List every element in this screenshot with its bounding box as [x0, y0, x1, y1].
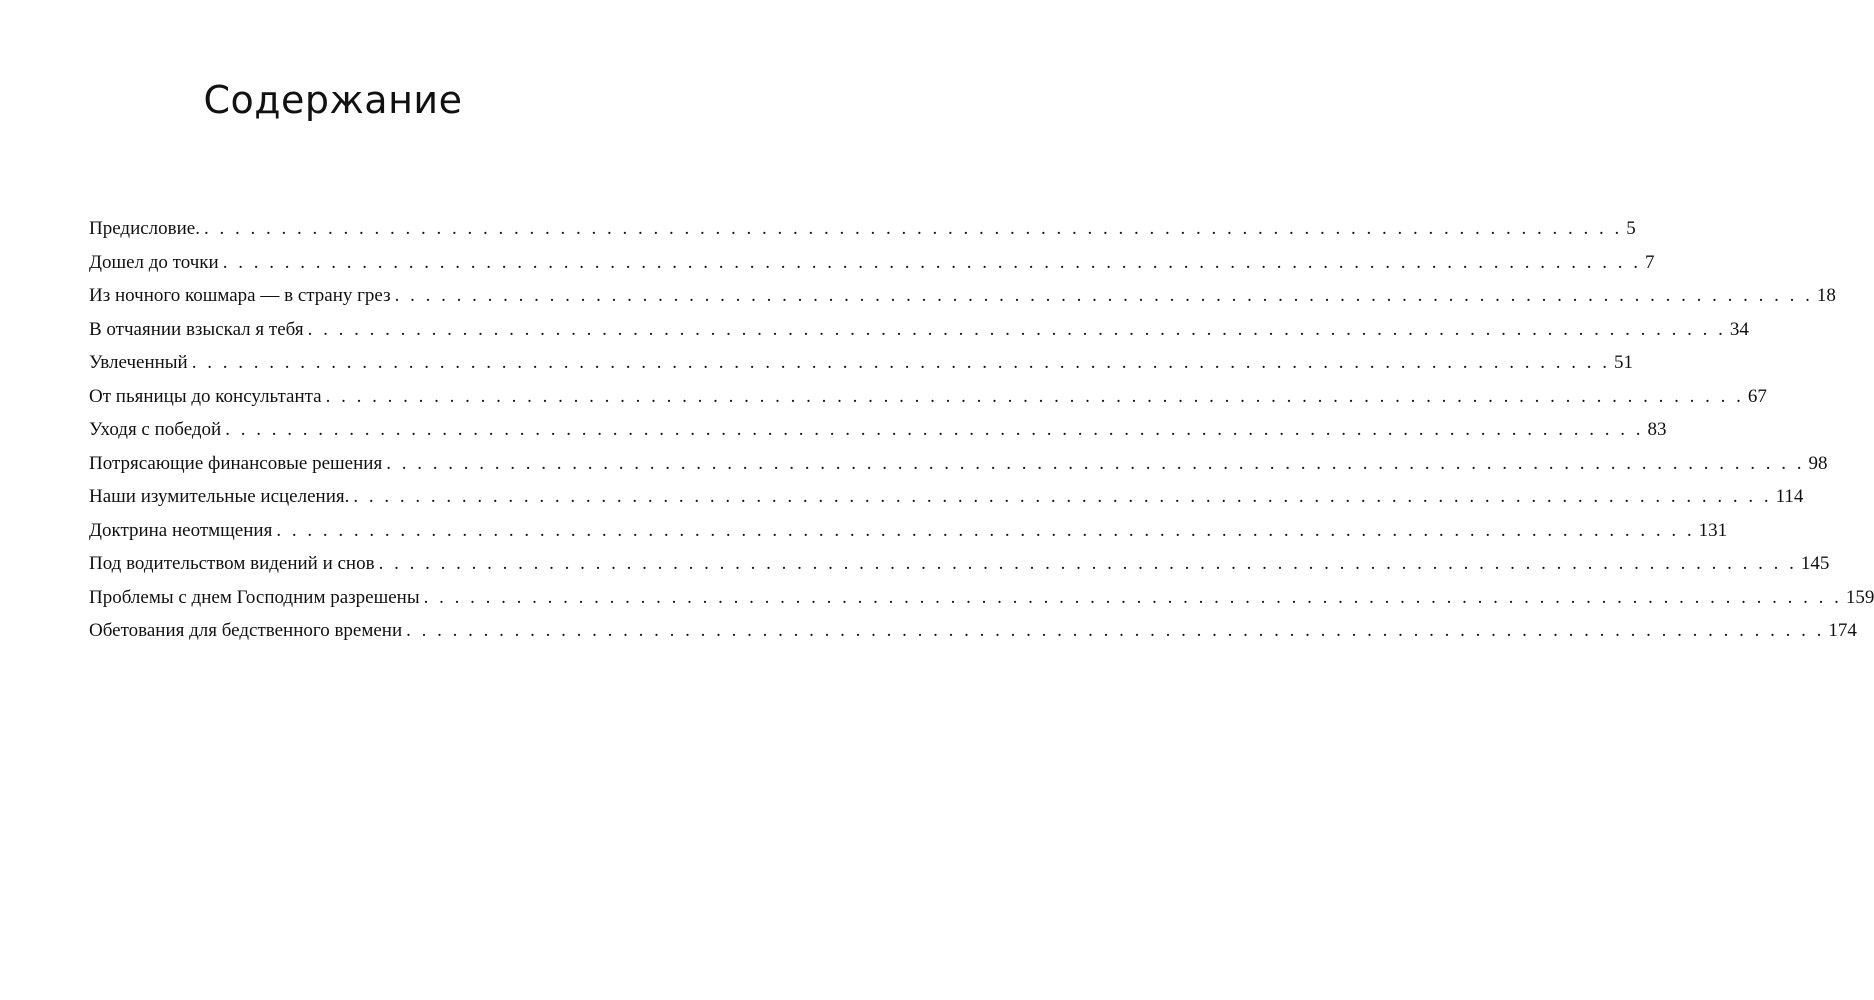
toc-entry [89, 618, 1857, 652]
toc-entry [89, 585, 1874, 619]
toc-leader-dots: . . . . . . . . . . . . . . . . . . . . . . . . . . . . . . . . . . . . . . . . . . . . . . . . . . . . . . . . . . . . . . . . . . . . . . . . . . . . . . . . . . . . . . . . . . . . [191, 352, 1610, 373]
toc-leader-dots: . . . . . . . . . . . . . . . . . . . . . . . . . . . . . . . . . . . . . . . . . . . . . . . . . . . . . . . . . . . . . . . . . . . . . . . . . . . . . . . . . . . . . . . . . . . . [225, 419, 1644, 440]
toc-leader-dots: . . . . . . . . . . . . . . . . . . . . . . . . . . . . . . . . . . . . . . . . . . . . . . . . . . . . . . . . . . . . . . . . . . . . . . . . . . . . . . . . . . . . . . . . . . . . [307, 318, 1726, 340]
toc-entry-title: Из ночного кошмара — в страну грез [89, 285, 391, 306]
toc-leader-dots: . . . . . . . . . . . . . . . . . . . . . . . . . . . . . . . . . . . . . . . . . . . . . . . . . . . . . . . . . . . . . . . . . . . . . . . . . . . . . . . . . . . . . . . . . . . . [386, 452, 1805, 474]
toc-entry-title: Уходя с победой [89, 419, 222, 440]
toc-leader-dots: . . . . . . . . . . . . . . . . . . . . . . . . . . . . . . . . . . . . . . . . . . . . . . . . . . . . . . . . . . . . . . . . . . . . . . . . . . . . . . . . . . . . . . . . . . . . [353, 486, 1772, 507]
toc-entry [89, 417, 1667, 451]
toc-entry-title: Обетования для бедственного времени [89, 620, 403, 641]
toc-entry-title: Наши изумительные исцеления. [89, 486, 350, 507]
toc-entry-title: Предисловие. [89, 218, 200, 239]
toc-leader-dots: . . . . . . . . . . . . . . . . . . . . . . . . . . . . . . . . . . . . . . . . . . . . . . . . . . . . . . . . . . . . . . . . . . . . . . . . . . . . . . . . . . . . . . . . . . . . [203, 218, 1623, 239]
toc-entry [89, 216, 1636, 250]
toc-entry [89, 283, 1836, 317]
toc-entry-title: Под водительством видений и снов [89, 553, 375, 574]
toc-entry-title: Доктрина неотмщения [89, 519, 273, 541]
toc-entry-page: 114 [1775, 486, 1804, 507]
toc-entry-title: Проблемы с днем Господним разрешены [89, 586, 420, 608]
toc-entry-page: 51 [1613, 352, 1633, 373]
page-title: Содержание [203, 78, 463, 122]
toc-entry-title: От пьяницы до консультанта [89, 385, 322, 407]
toc-entry-page: 131 [1698, 519, 1728, 541]
toc-entry-title: Потрясающие финансовые решения [89, 452, 383, 474]
toc-entry-page: 34 [1729, 318, 1749, 340]
toc-entry [89, 518, 1728, 552]
toc-entry [89, 384, 1767, 418]
toc-leader-dots: . . . . . . . . . . . . . . . . . . . . . . . . . . . . . . . . . . . . . . . . . . . . . . . . . . . . . . . . . . . . . . . . . . . . . . . . . . . . . . . . . . . . . . . . . . . . [394, 285, 1813, 306]
toc-entry-page: 18 [1816, 285, 1836, 306]
toc-entry [89, 350, 1633, 384]
toc-entry-title: В отчаянии взыскал я тебя [89, 318, 304, 340]
toc-entry-page: 7 [1644, 251, 1655, 273]
toc-leader-dots: . . . . . . . . . . . . . . . . . . . . . . . . . . . . . . . . . . . . . . . . . . . . . . . . . . . . . . . . . . . . . . . . . . . . . . . . . . . . . . . . . . . . . . . . . . . . [406, 620, 1825, 641]
toc-entry-title: Дошел до точки [89, 251, 219, 273]
toc-entry-title: Увлеченный [89, 352, 188, 373]
toc-entry [89, 250, 1655, 284]
toc-entry-page: 98 [1808, 452, 1828, 474]
toc-leader-dots: . . . . . . . . . . . . . . . . . . . . . . . . . . . . . . . . . . . . . . . . . . . . . . . . . . . . . . . . . . . . . . . . . . . . . . . . . . . . . . . . . . . . . . . . . . . . [325, 385, 1744, 407]
toc-entry [89, 451, 1828, 485]
toc-entry [89, 551, 1830, 585]
table-of-contents [89, 216, 1874, 652]
toc-entry-page: 174 [1828, 620, 1857, 641]
toc-entry-page: 67 [1747, 385, 1767, 407]
toc-entry-page: 83 [1647, 419, 1667, 440]
toc-leader-dots: . . . . . . . . . . . . . . . . . . . . . . . . . . . . . . . . . . . . . . . . . . . . . . . . . . . . . . . . . . . . . . . . . . . . . . . . . . . . . . . . . . . . . . . . . . . . [276, 519, 1695, 541]
toc-entry-page: 145 [1800, 553, 1830, 574]
toc-entry-page: 159 [1845, 586, 1874, 608]
toc-leader-dots: . . . . . . . . . . . . . . . . . . . . . . . . . . . . . . . . . . . . . . . . . . . . . . . . . . . . . . . . . . . . . . . . . . . . . . . . . . . . . . . . . . . . . . . . . . . . [222, 251, 1641, 273]
toc-leader-dots: . . . . . . . . . . . . . . . . . . . . . . . . . . . . . . . . . . . . . . . . . . . . . . . . . . . . . . . . . . . . . . . . . . . . . . . . . . . . . . . . . . . . . . . . . . . . [423, 586, 1842, 608]
toc-entry-page: 5 [1626, 218, 1636, 239]
toc-leader-dots: . . . . . . . . . . . . . . . . . . . . . . . . . . . . . . . . . . . . . . . . . . . . . . . . . . . . . . . . . . . . . . . . . . . . . . . . . . . . . . . . . . . . . . . . . . . . [378, 553, 1797, 574]
toc-entry [89, 317, 1749, 351]
toc-entry [89, 484, 1804, 518]
